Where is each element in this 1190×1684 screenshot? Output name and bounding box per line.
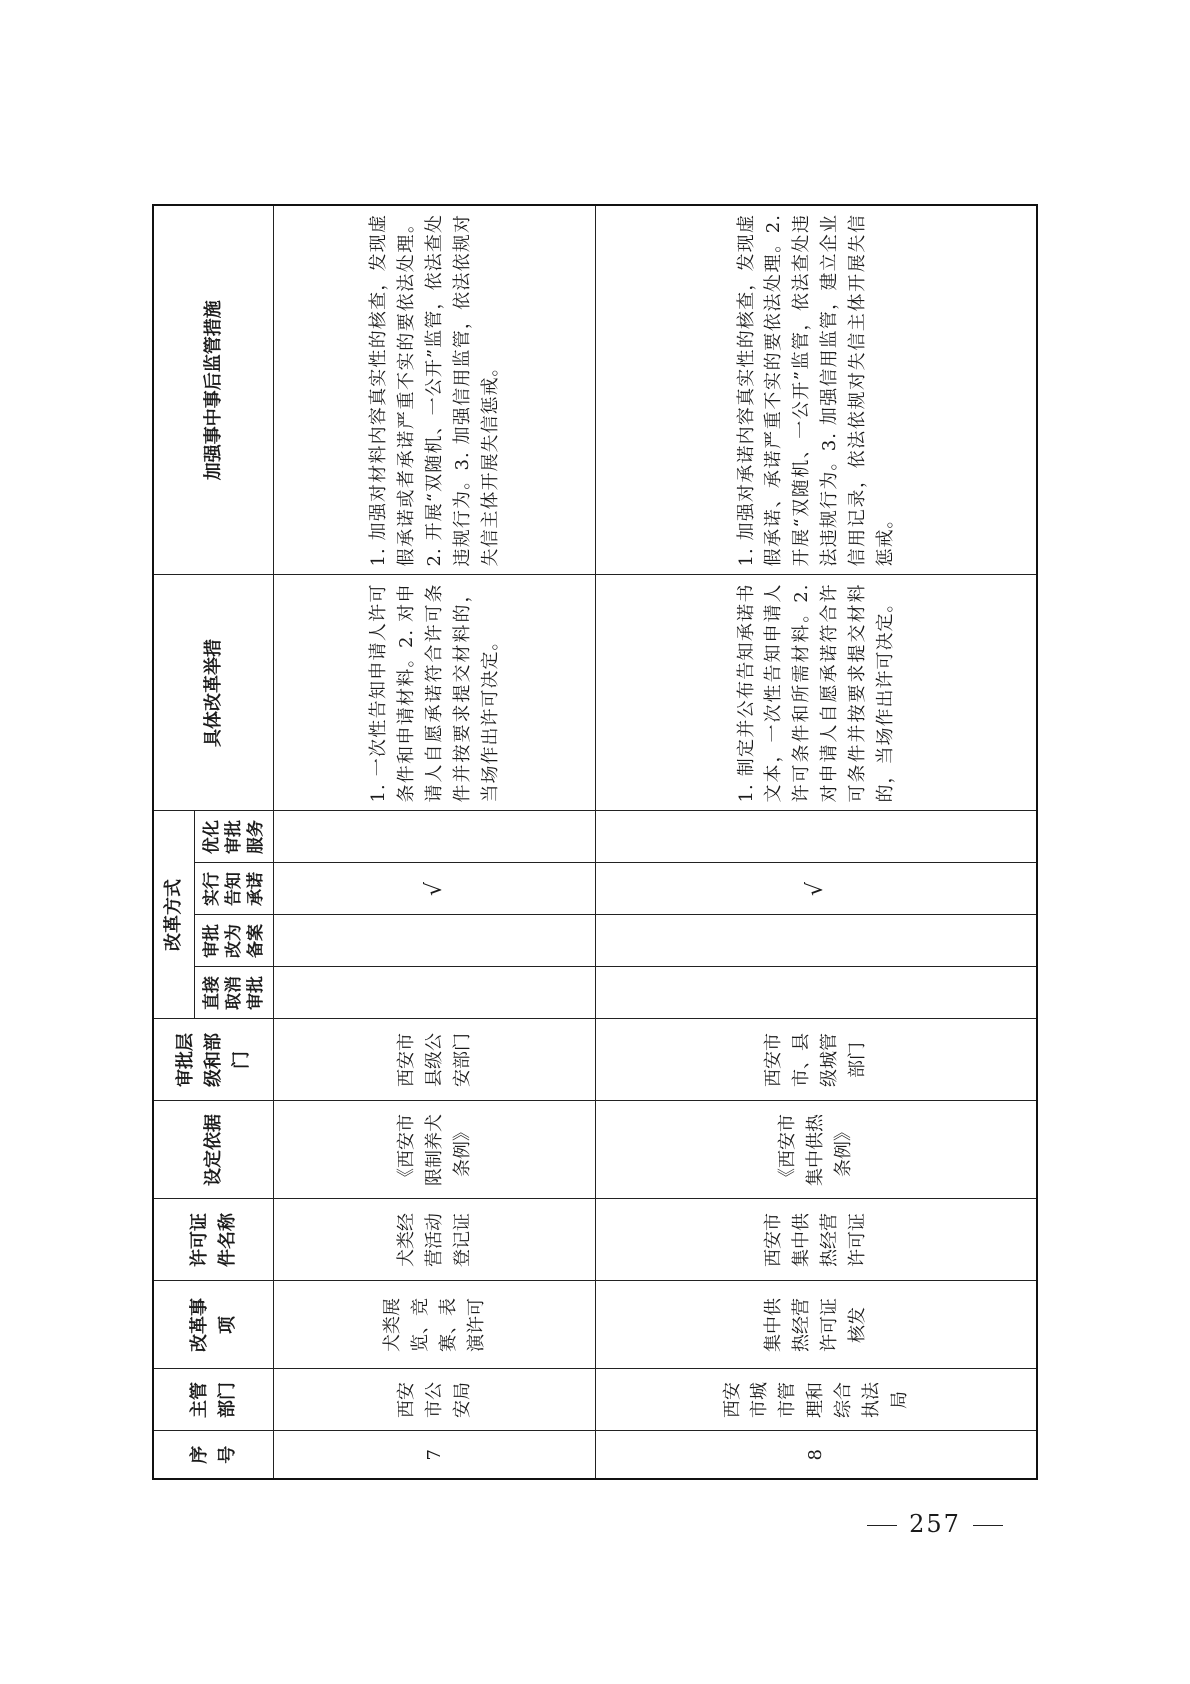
table-row [274, 205, 596, 1479]
header-item: 改革事项 [153, 1281, 274, 1369]
cell-mode-commit: √ [596, 863, 1037, 915]
cell-supervision: 1. 加强对材料内容真实性的核查，发现虚假承诺或者承诺严重不实的要依法处理。2. 开展“双随机、一公开”监管，依法查处违规行为。3. 加强信用监管，依法依规对失信主体开展失信惩戒。 [274, 205, 596, 575]
cell-seq: 8 [596, 1431, 1037, 1479]
cell-mode-optimize [596, 811, 1037, 863]
header-mode-group: 改革方式 [153, 811, 194, 1019]
cell-level: 西安市市、县级城管部门 [596, 1019, 1037, 1101]
header-mode-filing: 审批改为备案 [194, 915, 273, 967]
page-number: 257 [909, 1510, 961, 1538]
cell-level: 西安市县级公安部门 [274, 1019, 596, 1101]
cell-item: 集中供热经营许可证核发 [596, 1281, 1037, 1369]
cell-measures: 1. 制定并公布告知承诺书文本，一次性告知申请人许可条件和所需材料。2. 对申请人自愿承诺符合许可条件并按要求提交材料的，当场作出许可决定。 [596, 575, 1037, 811]
cell-mode-optimize [274, 811, 596, 863]
header-dept: 主管部门 [153, 1369, 274, 1431]
header-supervision: 加强事中事后监管措施 [153, 205, 274, 575]
cell-license: 西安市集中供热经营许可证 [596, 1199, 1037, 1281]
header-mode-cancel: 直接取消审批 [194, 967, 273, 1019]
header-mode-optimize: 优化审批服务 [194, 811, 273, 863]
cell-mode-cancel [596, 967, 1037, 1019]
header-measures: 具体改革举措 [153, 575, 274, 811]
cell-mode-cancel [274, 967, 596, 1019]
cell-mode-commit: √ [274, 863, 596, 915]
cell-measures: 1. 一次性告知申请人许可条件和申请材料。2. 对申请人自愿承诺符合许可条件并按要求提交材料的，当场作出许可决定。 [274, 575, 596, 811]
rotated-table-wrapper [152, 206, 1038, 1480]
cell-seq: 7 [274, 1431, 596, 1479]
cell-mode-filing [596, 915, 1037, 967]
cell-dept: 西安市公安局 [274, 1369, 596, 1431]
cell-supervision: 1. 加强对承诺内容真实性的核查，发现虚假承诺、承诺严重不实的要依法处理。2. 开展“双随机、一公开”监管，依法查处违法违规行为。3. 加强信用监管，建立企业信用记录，依法依规对失信主体开展失信惩戒。 [596, 205, 1037, 575]
table-row [596, 205, 1037, 1479]
cell-basis: 《西安市限制养犬条例》 [274, 1101, 596, 1199]
cell-dept: 西安市城市管理和综合执法局 [596, 1369, 1037, 1431]
dash-left [867, 1525, 897, 1526]
page-number-footer [850, 1510, 1020, 1538]
header-basis: 设定依据 [153, 1101, 274, 1199]
header-level: 审批层级和部门 [153, 1019, 274, 1101]
header-mode-commit: 实行告知承诺 [194, 863, 273, 915]
cell-item: 犬类展览、竞赛、表演许可 [274, 1281, 596, 1369]
header-row-top [153, 205, 194, 1479]
cell-basis: 《西安市集中供热条例》 [596, 1101, 1037, 1199]
reform-items-table [152, 204, 1038, 1480]
header-seq: 序号 [153, 1431, 274, 1479]
cell-license: 犬类经营活动登记证 [274, 1199, 596, 1281]
cell-mode-filing [274, 915, 596, 967]
header-license: 许可证件名称 [153, 1199, 274, 1281]
dash-right [973, 1525, 1003, 1526]
